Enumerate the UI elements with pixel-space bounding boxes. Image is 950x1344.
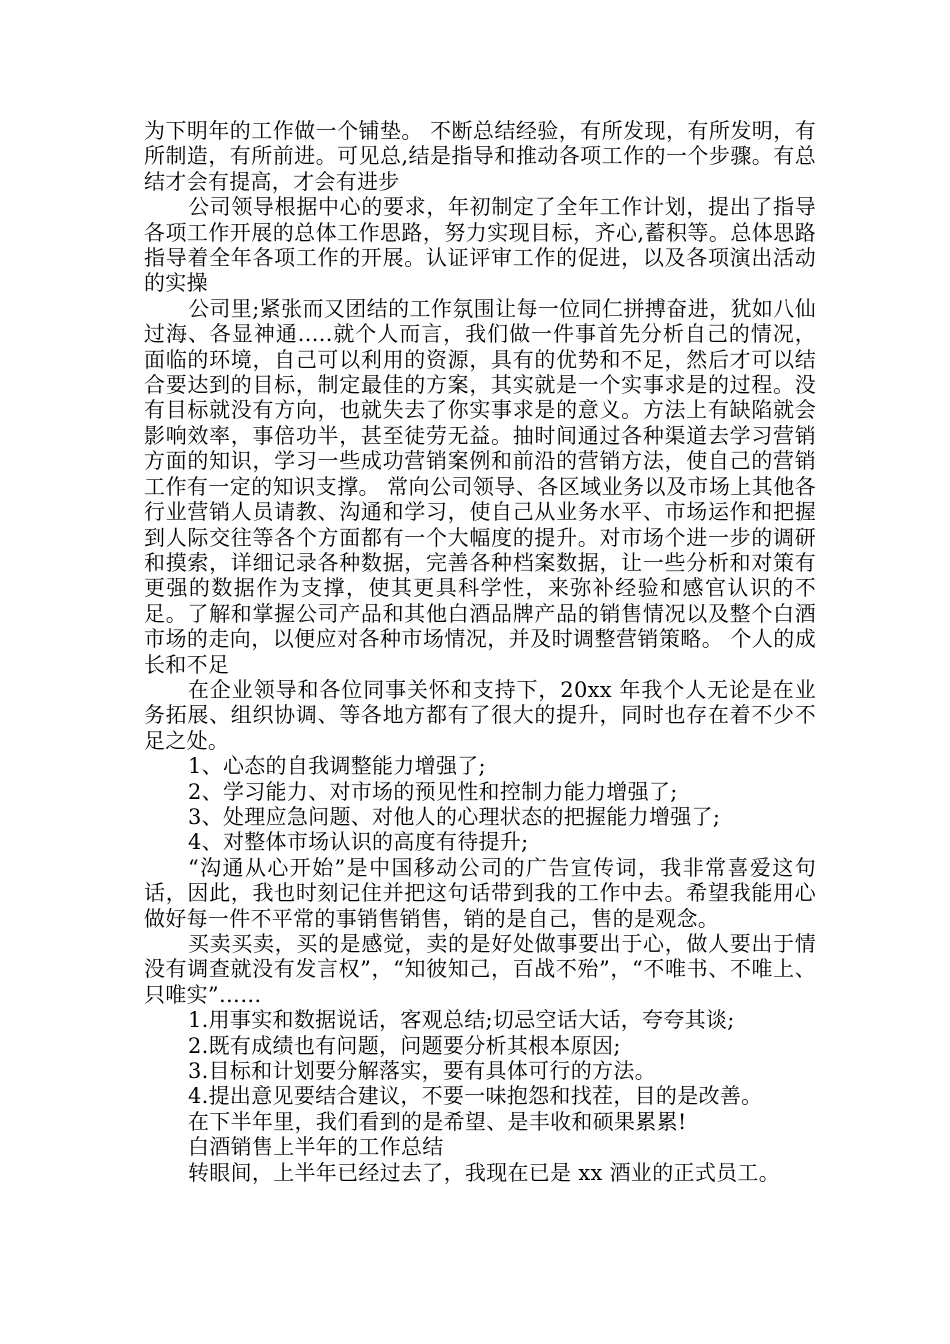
paragraph: 在企业领导和各位同事关怀和支持下，20xx 年我个人无论是在业务拓展、组织协调、等各地方都有了很大的提升，同时也存在着不少不足之处。: [144, 677, 816, 753]
list-item: 4.提出意见要结合建议，不要一味抱怨和找茬，目的是改善。: [188, 1084, 763, 1109]
list-item: 3、处理应急问题、对他人的心理状态的把握能力增强了;: [188, 804, 721, 829]
section-heading: 白酒销售上半年的工作总结: [188, 1135, 444, 1160]
paragraph: 在下半年里，我们看到的是希望、是丰收和硕果累累!: [188, 1109, 687, 1134]
paragraph: “沟通从心开始”是中国移动公司的广告宣传词，我非常喜爱这句话，因此，我也时刻记住并把这句话带到我的工作中去。希望我能用心做好每一件不平常的事销售销售，销的是自己，售的是观念。: [144, 855, 816, 931]
list-item: 2.既有成绩也有问题，问题要分析其根本原因;: [188, 1033, 621, 1058]
paragraph: 公司领导根据中心的要求，年初制定了全年工作计划，提出了指导各项工作开展的总体工作思路，努力实现目标，齐心,蓄积等。总体思路指导着全年各项工作的开展。认证评审工作的促进，以及各项演出活动的实操: [144, 195, 816, 296]
list-item: 2、学习能力、对市场的预见性和控制力能力增强了;: [188, 779, 678, 804]
list-item: 4、对整体市场认识的高度有待提升;: [188, 830, 529, 855]
paragraph: 为下明年的工作做一个铺垫。 不断总结经验，有所发现，有所发明，有所制造，有所前进。可见总,结是指导和推动各项工作的一个步骤。有总结才会有提高，才会有进步: [144, 119, 816, 194]
list-item: 3.目标和计划要分解落实，要有具体可行的方法。: [188, 1059, 656, 1084]
paragraph: 转眼间，上半年已经过去了，我现在已是 xx 酒业的正式员工。: [188, 1160, 781, 1185]
list-item: 1、心态的自我调整能力增强了;: [188, 754, 486, 779]
list-item: 1.用事实和数据说话，客观总结;切忌空话大话，夸夸其谈;: [188, 1008, 735, 1033]
document-page: [144, 119, 816, 1186]
paragraph: 公司里;紧张而又团结的工作氛围让每一位同仁拼搏奋进，犹如八仙过海、各显神通.....就个人而言，我们做一件事首先分析自己的情况，面临的环境，自己可以利用的资源，具有的优势和不足，然后才可以结合要达到的目标，制定最佳的方案，其实就是一个实事求是的过程。没有目标就没有方向，也就失去了你实事求是的意义。方法上有缺陷就会影响效率，事倍功半，甚至徒劳无益。抽时间通过各种渠道去学习营销方面的知识，学习一些成功营销案例和前沿的营销方法，使自己的营销工作有一定的知识支撑。 常向公司领导、各区域业务以及市场上其他各行业营销人员请教、沟通和学习，使自己从业务水平、市场运作和把握到人际交往等各个方面都有一个大幅度的提升。对市场个进一步的调研和摸索，详细记录各种数据，完善各种档案数据，让一些分析和对策有更强的数据作为支撑，使其更具科学性，来弥补经验和感官认识的不足。了解和掌握公司产品和其他白酒品牌产品的销售情况以及整个白酒市场的走向，以便应对各种市场情况，并及时调整营销策略。 个人的成长和不足: [144, 296, 816, 677]
paragraph: 买卖买卖，买的是感觉，卖的是好处做事要出于心，做人要出于情没有调查就没有发言权”，“知彼知己，百战不殆”，“不唯书、不唯上、只唯实”……: [144, 932, 816, 1007]
